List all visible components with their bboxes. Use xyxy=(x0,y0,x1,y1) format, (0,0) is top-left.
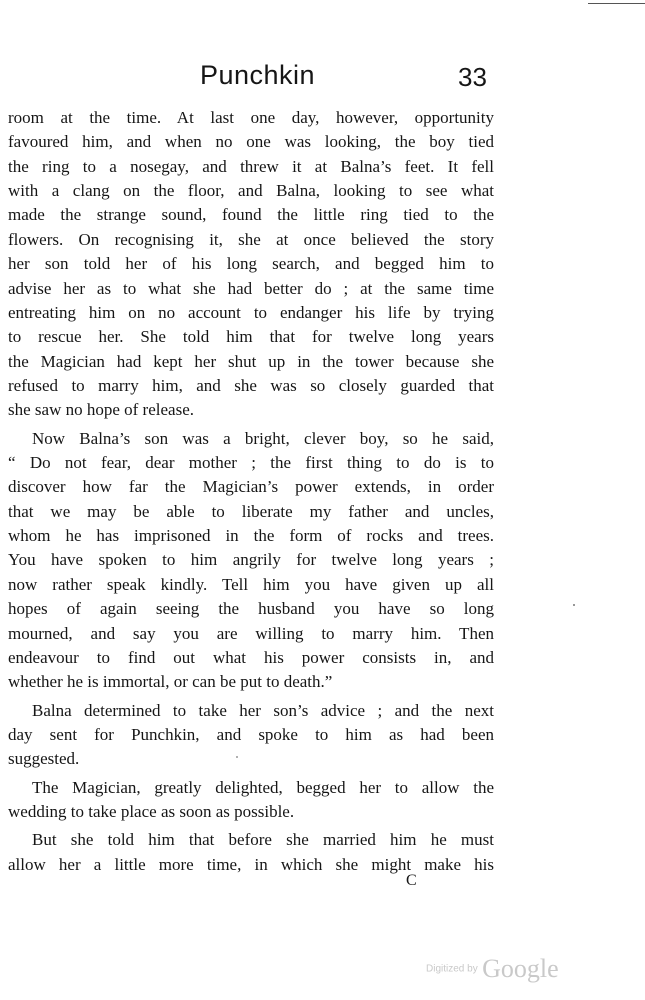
text-line: her son told her of his long search, and begged him to xyxy=(8,254,494,274)
watermark-brand: Google xyxy=(482,954,559,983)
text-line: The Magician, greatly delighted, begged her to allow the xyxy=(32,777,494,797)
text-line: room at the time. At last one day, however, opportunity xyxy=(8,108,494,127)
text-line: mourned, and say you are willing to marry him. Then xyxy=(8,623,494,643)
text-line: discover how far the Magician’s power extends, in order xyxy=(8,477,494,497)
text-line: that we may be able to liberate my father and uncles, xyxy=(8,501,494,521)
text-line: favoured him, and when no one was looking, the boy tied xyxy=(8,132,494,152)
text-line: entreating him on no account to endanger his life by trying xyxy=(8,302,494,322)
paragraph xyxy=(8,776,494,825)
text-line: wedding to take place as soon as possible. xyxy=(8,802,295,822)
text-line: now rather speak kindly. Tell him you have given up all xyxy=(8,574,494,594)
scan-speck xyxy=(236,756,238,758)
paragraph xyxy=(8,427,494,695)
digitized-watermark xyxy=(426,954,559,984)
text-line: whom he has imprisoned in the form of rocks and trees. xyxy=(8,526,494,546)
top-edge-rule xyxy=(588,3,645,4)
text-line: advise her as to what she had better do ; at the same time xyxy=(8,278,494,298)
text-line: the Magician had kept her shut up in the tower because she xyxy=(8,351,494,371)
text-line: suggested. xyxy=(8,749,80,769)
text-line: You have spoken to him angrily for twelve long years ; xyxy=(8,550,494,570)
paragraph xyxy=(8,828,494,877)
scan-speck xyxy=(573,604,575,606)
text-line: endeavour to find out what his power consists in, and xyxy=(8,647,494,667)
text-line: refused to marry him, and she was so closely guarded that xyxy=(8,375,494,395)
text-line: flowers. On recognising it, she at once believed the story xyxy=(8,229,494,249)
running-head xyxy=(8,60,508,100)
text-line: “ Do not fear, dear mother ; the first thing to do is to xyxy=(8,453,494,473)
page-title: Punchkin xyxy=(200,60,316,90)
watermark-prefix: Digitized by xyxy=(426,963,478,975)
text-line: Balna determined to take her son’s advice ; and the next xyxy=(32,700,494,720)
paragraph xyxy=(8,106,494,423)
paragraph xyxy=(8,699,494,772)
text-line: the ring to a nosegay, and threw it at Balna’s feet. It fell xyxy=(8,156,494,176)
text-line: Now Balna’s son was a bright, clever boy, so he said, xyxy=(32,428,494,448)
text-line: But she told him that before she married him he must xyxy=(32,830,494,850)
text-line: whether he is immortal, or can be put to death.” xyxy=(8,672,333,692)
text-line: with a clang on the floor, and Balna, looking to see what xyxy=(8,181,494,201)
text-line: day sent for Punchkin, and spoke to him as had been xyxy=(8,724,494,744)
body-text xyxy=(8,106,494,877)
page-number: 33 xyxy=(458,62,487,92)
text-line: made the strange sound, found the little ring tied to the xyxy=(8,205,494,225)
text-line: allow her a little more time, in which she might make his xyxy=(8,854,494,874)
signature-mark: C xyxy=(406,872,417,889)
text-line: to rescue her. She told him that for twelve long years xyxy=(8,327,494,347)
text-line: hopes of again seeing the husband you have so long xyxy=(8,599,494,619)
text-line: she saw no hope of release. xyxy=(8,400,194,420)
